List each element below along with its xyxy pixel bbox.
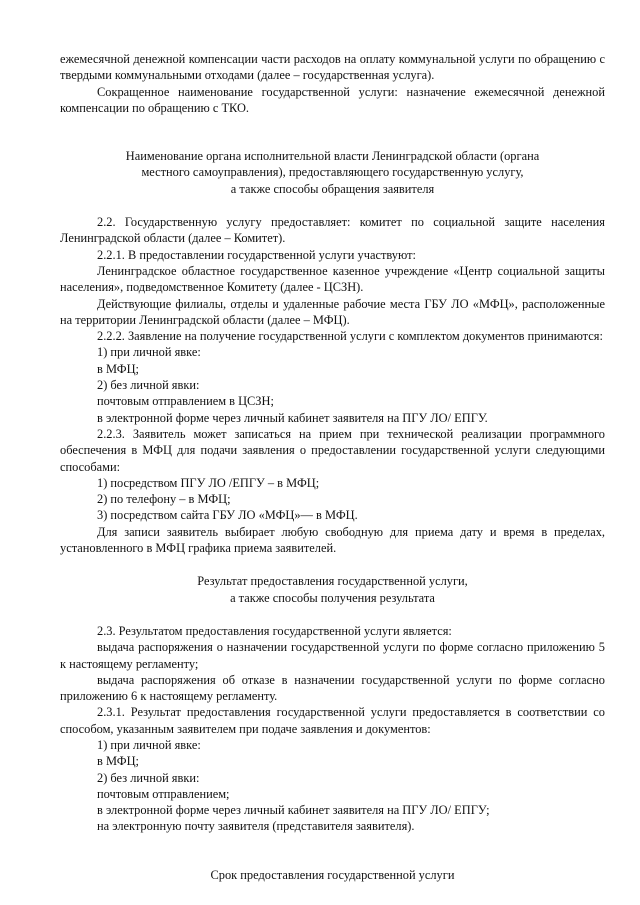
paragraph: Ленинградское областное государственное казенное учреждение «Центр социальной защиты населения», подведомственное Комитету (далее - ЦСЗН). (60, 263, 605, 295)
list-item: 2) без личной явки: (97, 378, 200, 393)
paragraph: 2.2.2. Заявление на получение государственной услуги с комплектом документов принимаются: (97, 329, 603, 344)
list-item: 3) посредством сайта ГБУ ЛО «МФЦ»— в МФЦ. (97, 508, 358, 523)
list-item: 2) без личной явки: (97, 770, 200, 785)
list-item: в электронной форме через личный кабинет заявителя на ПГУ ЛО/ ЕПГУ. (97, 410, 488, 425)
paragraph: Для записи заявитель выбирает любую свободную для приема дату и время в пределах, установленного в МФЦ графика приема заявителей. (60, 524, 605, 556)
section-heading-term: Срок предоставления государственной услуги (210, 867, 455, 882)
heading-line: а также способы получения результата (230, 590, 435, 605)
paragraph: ежемесячной денежной компенсации части расходов на оплату коммунальной услуги по обращению с твердыми коммунальными отходами (далее – государственная услуга). (60, 52, 605, 83)
list-item: на электронную почту заявителя (представителя заявителя). (97, 819, 415, 834)
paragraph: 2.2.1. В предоставлении государственной услуги участвуют: (97, 247, 416, 262)
list-item: 1) посредством ПГУ ЛО /ЕПГУ – в МФЦ; (97, 475, 320, 490)
heading-line: а также способы обращения заявителя (230, 181, 435, 196)
list-item: в электронной форме через личный кабинет заявителя на ПГУ ЛО/ ЕПГУ; (97, 803, 490, 818)
paragraph: Сокращенное наименование государственной услуги: назначение ежемесячной денежной компенсации по обращению с ТКО. (60, 84, 605, 115)
list-item: почтовым отправлением; (97, 786, 230, 801)
document-body (60, 51, 605, 883)
list-item: 1) при личной явке: (97, 345, 201, 360)
list-item: почтовым отправлением в ЦСЗН; (97, 394, 274, 409)
paragraph: 2.3.1. Результат предоставления государственной услуги предоставляется в соответствии со способом, указанным заявителем при подаче заявления и документов: (60, 705, 605, 736)
heading-line: Результат предоставления государственной услуги, (197, 574, 468, 589)
paragraph: 2.2.3. Заявитель может записаться на прием при технической реализации программного обеспечения в МФЦ для подачи заявления о предоставлении государственной услуги следующими способами: (60, 426, 605, 474)
heading-line: Наименование органа исполнительной власти Ленинградской области (органа (125, 149, 540, 164)
section-heading-authority (60, 148, 605, 197)
paragraph: выдача распоряжения о назначении государственной услуги по форме согласно приложению 5 к настоящему регламенту; (60, 640, 605, 671)
list-item: в МФЦ; (97, 754, 139, 769)
list-item: в МФЦ; (97, 361, 139, 376)
list-item: 2) по телефону – в МФЦ; (97, 492, 231, 507)
section-heading-result (60, 573, 605, 606)
heading-line: местного самоуправления), предоставляющего государственную услугу, (141, 165, 524, 180)
list-item: 1) при личной явке: (97, 737, 201, 752)
paragraph: 2.2. Государственную услугу предоставляет: комитет по социальной защите населения Ленинградской области (далее – Комитет). (60, 215, 605, 246)
paragraph: Действующие филиалы, отделы и удаленные рабочие места ГБУ ЛО «МФЦ», расположенные на территории Ленинградской области (далее – МФЦ). (60, 296, 605, 327)
paragraph: выдача распоряжения об отказе в назначении государственной услуги по форме согласно приложению 6 к настоящему регламенту. (60, 672, 605, 704)
paragraph: 2.3. Результатом предоставления государственной услуги является: (97, 623, 452, 638)
